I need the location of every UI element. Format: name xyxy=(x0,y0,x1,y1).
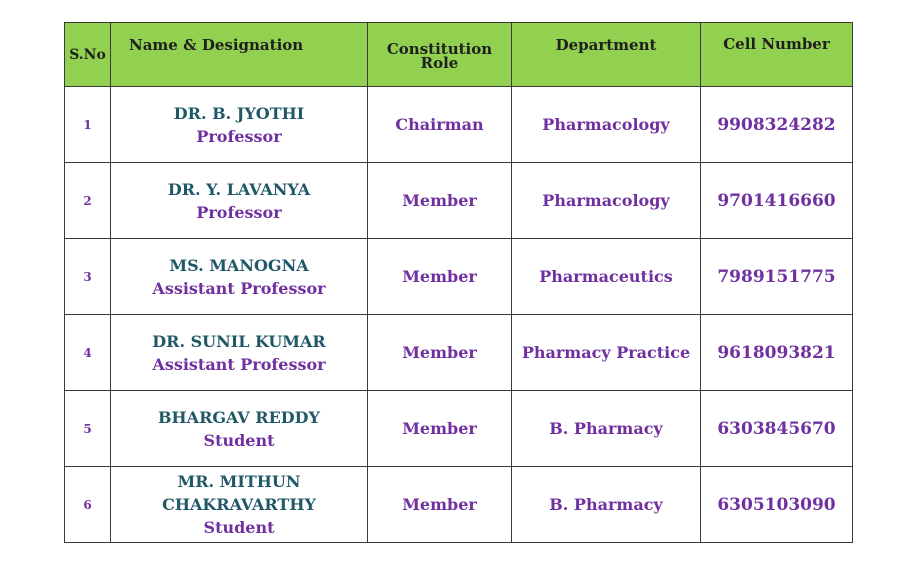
table-row xyxy=(65,315,853,391)
row-name-cell xyxy=(111,239,368,315)
header-department: Department xyxy=(512,23,701,87)
header-cell-number: Cell Number xyxy=(701,23,853,87)
table-header xyxy=(65,23,853,87)
committee-table xyxy=(64,22,853,543)
member-designation: Assistant Professor xyxy=(152,354,326,374)
header-constitution-role: Constitution Role xyxy=(368,23,512,87)
row-role: Member xyxy=(368,163,512,239)
row-sno: 2 xyxy=(65,163,111,239)
member-name: MS. MANOGNA xyxy=(169,255,309,275)
row-cell-number: 7989151775 xyxy=(701,239,853,315)
row-role: Member xyxy=(368,467,512,543)
header-sno: S.No xyxy=(65,23,111,87)
table-row xyxy=(65,239,853,315)
table-row xyxy=(65,391,853,467)
row-sno: 5 xyxy=(65,391,111,467)
row-cell-number: 9618093821 xyxy=(701,315,853,391)
row-name-cell xyxy=(111,87,368,163)
row-cell-number: 6305103090 xyxy=(701,467,853,543)
table-row xyxy=(65,87,853,163)
row-role: Member xyxy=(368,239,512,315)
header-name-designation: Name & Designation xyxy=(111,23,368,87)
row-cell-number: 9701416660 xyxy=(701,163,853,239)
table-row xyxy=(65,163,853,239)
header-row xyxy=(65,23,853,87)
member-designation: Student xyxy=(203,518,275,537)
row-sno: 3 xyxy=(65,239,111,315)
row-sno: 6 xyxy=(65,467,111,543)
row-cell-number: 6303845670 xyxy=(701,391,853,467)
row-department: Pharmacy Practice xyxy=(512,315,701,391)
member-designation: Professor xyxy=(196,202,282,222)
row-name-cell xyxy=(111,315,368,391)
member-name: MR. MITHUN CHAKRAVARTHY xyxy=(162,472,316,514)
row-cell-number: 9908324282 xyxy=(701,87,853,163)
row-role: Member xyxy=(368,391,512,467)
row-sno: 1 xyxy=(65,87,111,163)
member-designation: Student xyxy=(203,430,275,450)
row-role: Chairman xyxy=(368,87,512,163)
table-row xyxy=(65,467,853,543)
member-name: DR. SUNIL KUMAR xyxy=(152,331,326,351)
member-designation: Professor xyxy=(196,126,282,146)
row-role: Member xyxy=(368,315,512,391)
row-department: Pharmacology xyxy=(512,163,701,239)
member-name: DR. B. JYOTHI xyxy=(173,103,305,123)
row-sno: 4 xyxy=(65,315,111,391)
row-department: Pharmacology xyxy=(512,87,701,163)
row-name-cell xyxy=(111,163,368,239)
row-name-cell xyxy=(111,467,368,543)
member-name: BHARGAV REDDY xyxy=(158,407,320,427)
member-name: DR. Y. LAVANYA xyxy=(167,179,311,199)
row-name-cell xyxy=(111,391,368,467)
member-designation: Assistant Professor xyxy=(152,278,326,298)
row-department: B. Pharmacy xyxy=(512,391,701,467)
table-body xyxy=(65,87,853,543)
row-department: Pharmaceutics xyxy=(512,239,701,315)
row-department: B. Pharmacy xyxy=(512,467,701,543)
